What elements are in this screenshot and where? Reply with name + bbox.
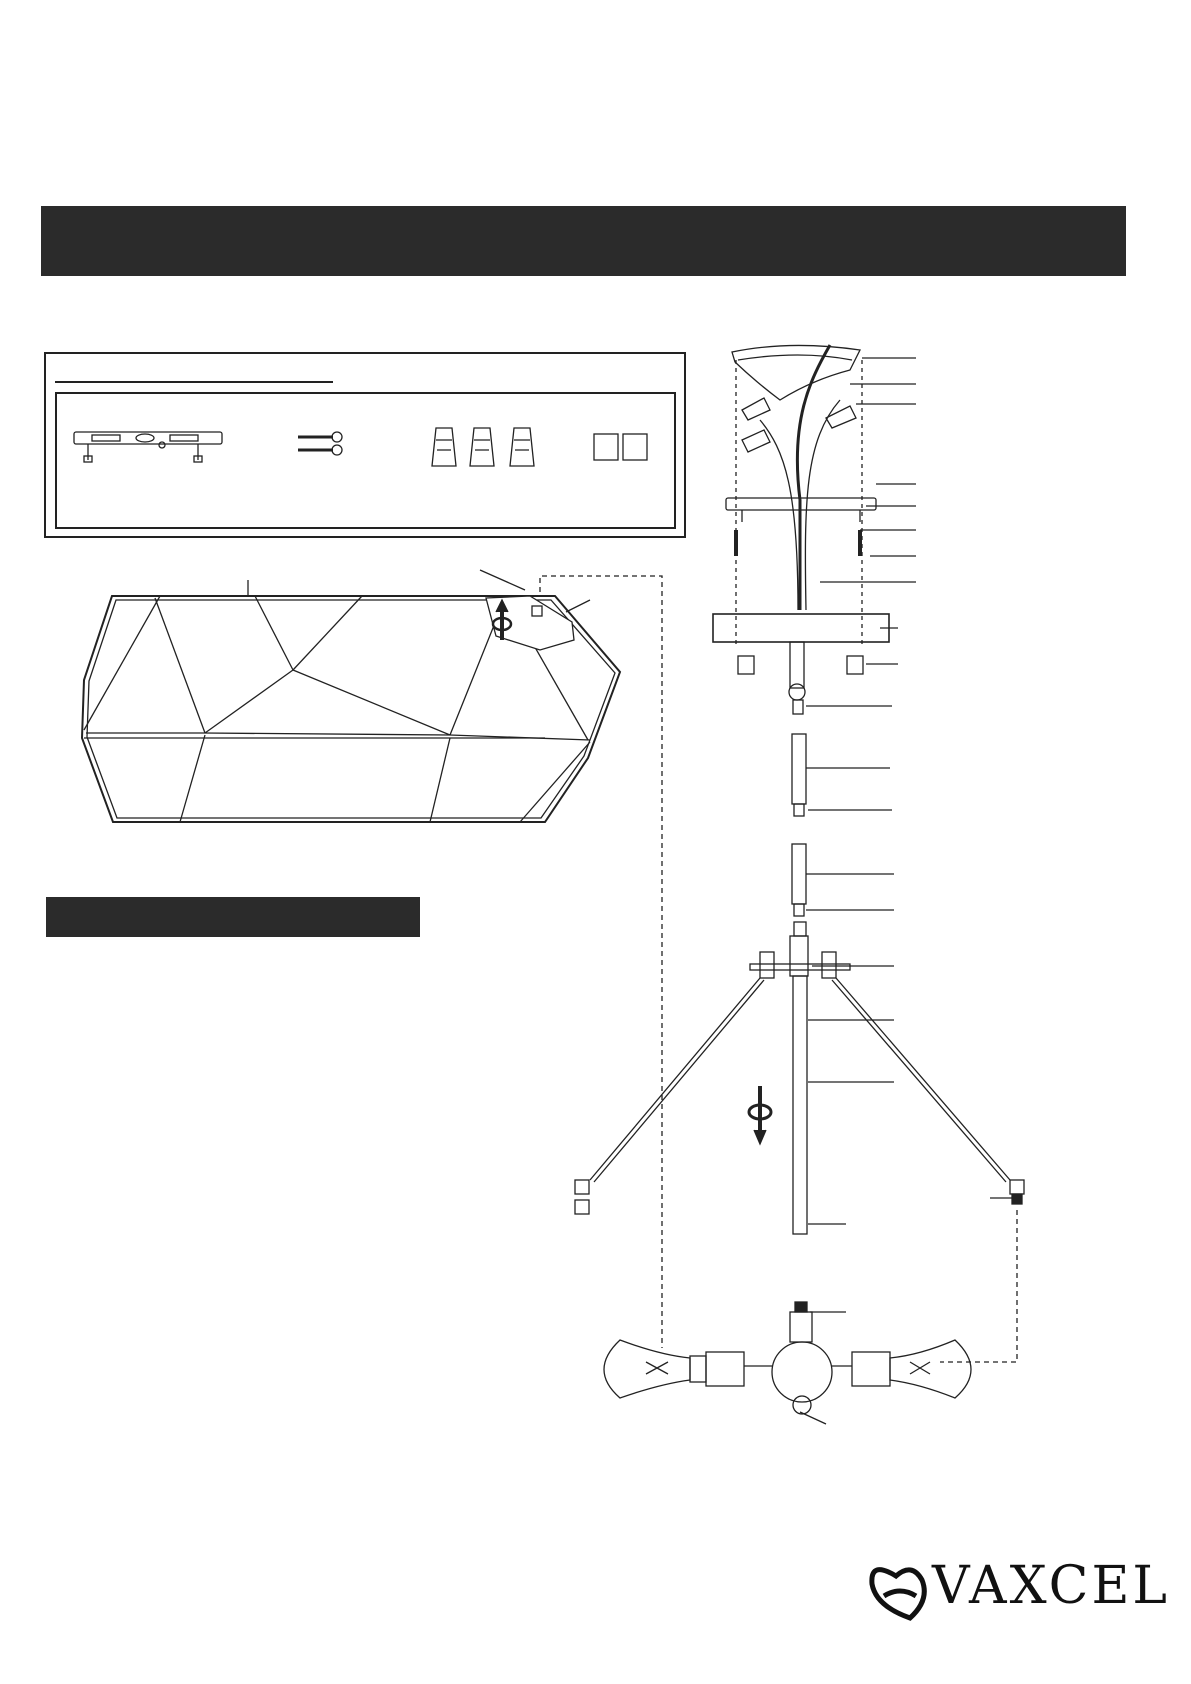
arm-crossbar: [575, 952, 1024, 1214]
down-rods: [790, 734, 808, 1234]
vaxcel-heart-swirl-logo: [872, 1570, 924, 1618]
bulb-cluster: [604, 1302, 971, 1424]
screws-icon: [298, 432, 342, 455]
connection-dashed-line: [540, 576, 662, 1348]
mounting-bracket-icon: [74, 432, 222, 462]
geometric-shade: [82, 570, 620, 822]
callout-leader-lines: [806, 358, 1012, 1312]
square-nuts-icon: [594, 434, 647, 460]
connection-dashed-line-right: [940, 1210, 1017, 1362]
wire-nuts-icon: [432, 428, 534, 466]
brand-wordmark: VAXCEL: [932, 1556, 1170, 1616]
